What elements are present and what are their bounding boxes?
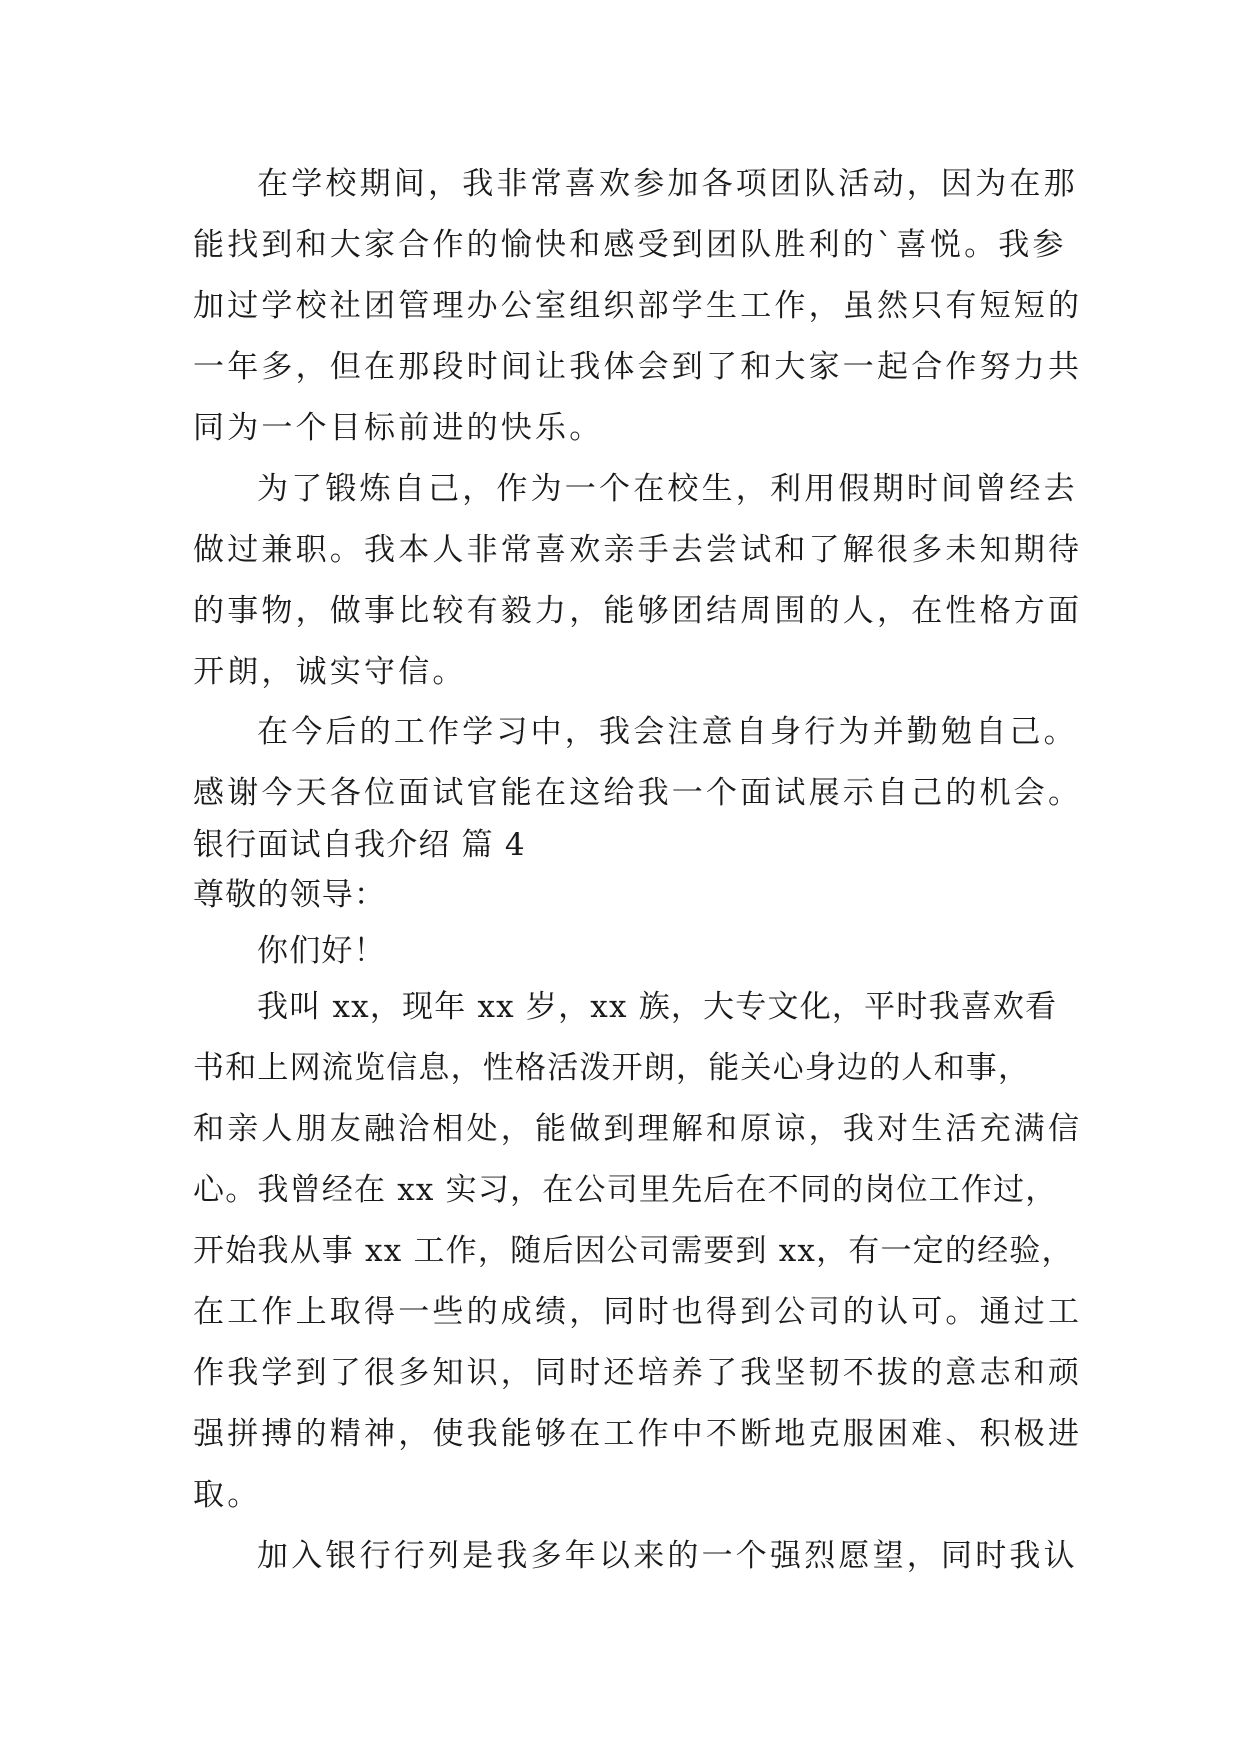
body-text-line: 在今后的工作学习中，我会注意自身行为并勤勉自己。 [257, 714, 1078, 750]
body-text-line: 心。我曾经在 xx 实习，在公司里先后在不同的岗位工作过， [193, 1172, 1058, 1208]
body-text-line: 做过兼职。我本人非常喜欢亲手去尝试和了解很多未知期待 [193, 532, 1083, 568]
body-text-line: 开朗，诚实守信。 [193, 654, 467, 690]
body-text-line: 书和上网流览信息，性格活泼开朗，能关心身边的人和事， [193, 1050, 1031, 1086]
body-text-line: 为了锻炼自己，作为一个在校生，利用假期时间曾经去 [257, 471, 1078, 507]
body-text-line: 在学校期间，我非常喜欢参加各项团队活动，因为在那 [257, 166, 1078, 202]
body-text-line: 能找到和大家合作的愉快和感受到团队胜利的`喜悦。我参 [193, 227, 1067, 263]
body-text-line: 我叫 xx，现年 xx 岁，xx 族，大专文化，平时我喜欢看 [257, 989, 1058, 1025]
body-text-line: 和亲人朋友融洽相处，能做到理解和原谅，我对生活充满信 [193, 1111, 1083, 1147]
body-text-line: 一年多，但在那段时间让我体会到了和大家一起合作努力共 [193, 349, 1083, 385]
section-heading: 银行面试自我介绍 篇 4 [193, 827, 526, 863]
body-text-line: 的事物，做事比较有毅力，能够团结周围的人，在性格方面 [193, 593, 1083, 629]
body-text-line: 取。 [193, 1477, 262, 1513]
salutation: 尊敬的领导： [193, 877, 387, 913]
body-text-line: 作我学到了很多知识，同时还培养了我坚韧不拔的意志和顽 [193, 1355, 1083, 1391]
body-text-line: 同为一个目标前进的快乐。 [193, 410, 604, 446]
greeting: 你们好！ [257, 933, 386, 969]
body-text-line: 强拼搏的精神，使我能够在工作中不断地克服困难、积极进 [193, 1416, 1083, 1452]
body-text-line: 在工作上取得一些的成绩，同时也得到公司的认可。通过工 [193, 1294, 1083, 1330]
body-text-line: 加过学校社团管理办公室组织部学生工作，虽然只有短短的 [193, 288, 1083, 324]
body-text-line: 感谢今天各位面试官能在这给我一个面试展示自己的机会。 [193, 775, 1083, 811]
body-text-line: 加入银行行列是我多年以来的一个强烈愿望，同时我认 [257, 1538, 1078, 1574]
body-text-line: 开始我从事 xx 工作，随后因公司需要到 xx，有一定的经验， [193, 1233, 1074, 1269]
